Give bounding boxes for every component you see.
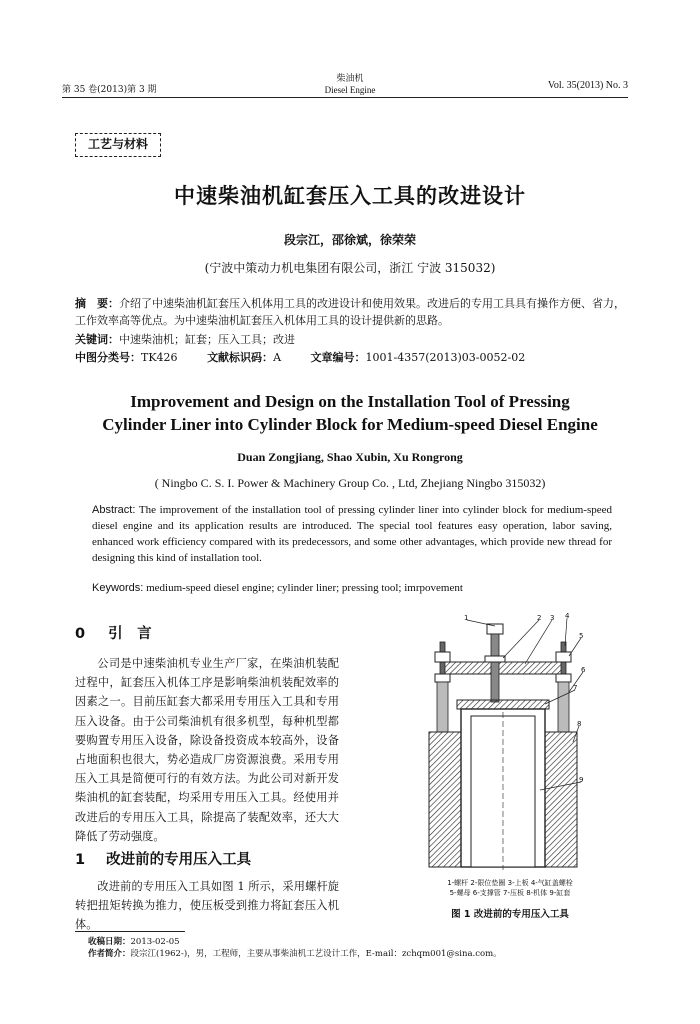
callout-4: 4 <box>565 612 570 620</box>
clc-label: 中图分类号： <box>75 351 141 364</box>
keywords-zh-text: 中速柴油机；缸套；压入工具；改进 <box>119 333 295 346</box>
affiliation-en: ( Ningbo C. S. I. Power & Machinery Group Co. , Ltd, Zhejiang Ningbo 315032) <box>154 476 546 490</box>
screw-rod <box>491 634 499 702</box>
keywords-en-text: medium-speed diesel engine; cylinder liner; pressing tool; imrpovement <box>143 582 463 594</box>
article-title-en-line2: Cylinder Liner into Cylinder Block for Medium-speed Diesel Engine <box>102 415 598 434</box>
article-number-label: 文章编号： <box>310 351 366 364</box>
received-label: 收稿日期： <box>88 937 131 947</box>
screw-head <box>487 624 503 634</box>
abstract-en-text: The improvement of the installation tool of pressing cylinder liner into cylinder block for medium-speed diesel engine and its application results are introduced. The special tool features easy operation, labor saving, enhanced work efficiency compared with its predecessors, and some other advantages, which provide new thread for designing this kind of installation tool. <box>92 504 612 564</box>
running-header-left: 第 35 卷(2013)第 3 期 <box>62 85 157 95</box>
callout-1: 1 <box>464 614 469 622</box>
authors-zh: 段宗江，邵徐斌，徐荣荣 <box>283 233 416 247</box>
left-nut <box>435 652 450 662</box>
classification-line <box>75 349 525 365</box>
left-lower-nut <box>435 674 450 682</box>
author-bio-label: 作者简介： <box>88 949 131 959</box>
doc-code-value: A <box>273 351 282 364</box>
figure-1-legend <box>410 878 610 898</box>
keywords-zh-label: 关键词： <box>75 333 119 346</box>
journal-name-zh: 柴油机 <box>336 74 364 84</box>
journal-name-en: Diesel Engine <box>324 85 376 95</box>
figure-1-caption: 图 1 改进前的专用压入工具 <box>451 909 569 920</box>
section-1-heading <box>75 848 251 869</box>
article-title-zh: 中速柴油机缸套压入工具的改进设计 <box>174 184 526 208</box>
received-value: 2013-02-05 <box>130 937 180 947</box>
press-plate <box>457 700 549 709</box>
author-bio-text: 段宗江(1962-)，男，工程师，主要从事柴油机工艺设计工作，E-mail：zchqm001@sina.com。 <box>130 949 502 959</box>
callout-9: 9 <box>579 776 584 784</box>
section-1-title: 改进前的专用压入工具 <box>106 852 252 868</box>
section-0-heading <box>75 622 152 643</box>
received-date <box>88 936 628 948</box>
section-0-number: 0 <box>75 626 86 642</box>
section-1-paragraph: 改进前的专用压入工具如图 1 所示，采用螺杆旋转把扭矩转换为推力，使压板受到推力将缸套压入机体。 <box>75 880 339 932</box>
footnote <box>88 936 628 960</box>
article-number-value: 1001-4357(2013)03-0052-02 <box>365 351 526 364</box>
footnote-rule <box>75 931 185 932</box>
section-tag: 工艺与材料 <box>75 133 161 157</box>
keywords-zh <box>75 331 625 348</box>
limit-washer <box>485 656 505 662</box>
callout-7: 7 <box>573 684 578 692</box>
right-support-tube <box>558 682 569 732</box>
callout-6: 6 <box>581 666 586 674</box>
right-nut <box>556 652 571 662</box>
liner-bore <box>471 716 535 867</box>
engine-block-right <box>541 732 577 867</box>
keywords-en-label: Keywords: <box>92 582 144 594</box>
section-0-title: 引 言 <box>108 626 152 642</box>
article-title-en-line1: Improvement and Design on the Installation Tool of Pressing <box>130 392 570 411</box>
header-rule <box>62 97 628 98</box>
author-bio <box>88 948 628 960</box>
authors-en: Duan Zongjiang, Shao Xubin, Xu Rongrong <box>237 450 463 464</box>
left-support-tube <box>437 682 448 732</box>
section-0-paragraph: 公司是中速柴油机专业生产厂家，在柴油机装配过程中，缸套压入机体工序是影响柴油机装配效率的因素之一。目前压缸套大都采用专用压入工具和专用压入设备。由于公司柴油机有很多机型，每种机型都要购置专用压入设备，除设备投资成本较高外，设备占地面积也很大，势必造成厂房资源浪费。采用专用压入工具是简便可行的有效方法。为此公司对新开发柴油机的缸套装配，均采用专用压入工具。经使用并改进后的专用压入工具，除提高了装配效率，还大大降低了劳动强度。 <box>75 657 339 843</box>
abstract-en <box>92 502 612 566</box>
keywords-en <box>92 580 612 596</box>
engine-block-left <box>429 732 465 867</box>
affiliation-zh: (宁波中策动力机电集团有限公司，浙江 宁波 315032) <box>204 261 496 275</box>
abstract-zh-label: 摘 要： <box>75 297 119 310</box>
clc-value: TK426 <box>141 351 178 364</box>
running-header-right: Vol. 35(2013) No. 3 <box>547 80 628 91</box>
callout-2: 2 <box>537 614 542 622</box>
callout-3: 3 <box>550 614 555 622</box>
figure-legend-line2: 5-螺母 6-支撑管 7-压板 8-机体 9-缸套 <box>449 889 571 897</box>
doc-code-label: 文献标识码： <box>207 351 274 364</box>
abstract-zh <box>75 295 625 329</box>
callout-8: 8 <box>577 720 582 728</box>
section-1-number: 1 <box>75 852 86 868</box>
right-lower-nut <box>556 674 571 682</box>
figure-legend-line1: 1-螺杆 2-限位垫圈 3-上板 4-气缸盖螺栓 <box>447 879 573 887</box>
abstract-zh-text: 介绍了中速柴油机缸套压入机体用工具的改进设计和使用效果。改进后的专用工具具有操作方便、省力，工作效率高等优点。为中速柴油机缸套压入机体用工具的设计提供新的思路。 <box>75 297 625 327</box>
callout-5: 5 <box>579 632 584 640</box>
abstract-en-label: Abstract: <box>92 504 136 516</box>
figure-1-drawing <box>415 612 595 874</box>
top-plate <box>443 662 563 674</box>
